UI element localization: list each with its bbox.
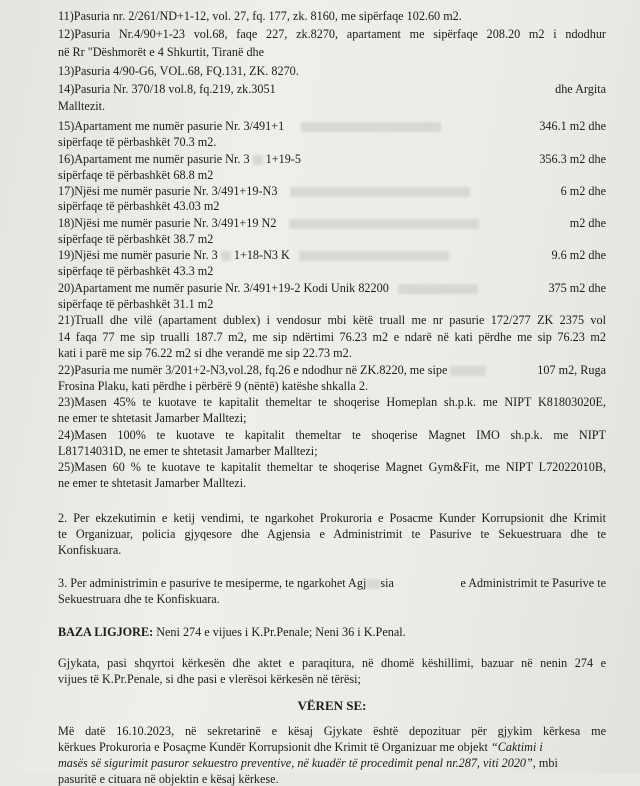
- item-15-text-left: 15)Apartament me numër pasurie Nr. 3/491+1: [58, 119, 285, 133]
- item-24-text-2: L81714031D, ne emer te shtetasit Jamarber Malltezi;: [58, 444, 318, 458]
- item-19-text-right: 9.6 m2 dhe: [551, 248, 606, 262]
- finding-text-4: pasuritë e cituara në objektin e kësaj kërkese.: [58, 772, 279, 786]
- item-15-text-right: 346.1 m2 dhe: [539, 119, 606, 133]
- item-21-text-1: 21)Truall dhe vilë (apartament dublex) i vendosur mbi këtë truall me nr pasurie 172/277 ZK 2375 vol: [58, 313, 606, 327]
- redaction-mark: [253, 155, 263, 165]
- item-23-line2: [58, 411, 606, 425]
- item-19-text-left: 19)Njësi me numër pasurie Nr. 3: [58, 248, 218, 262]
- item-22-text-left: 22)Pasuria me numër 3/201+2-N3,vol.28, fq.26 e ndodhur në ZK.8220, me sipe: [58, 363, 448, 377]
- item-18-text-right: m2 dhe: [569, 216, 606, 230]
- finding-text-2: kërkues Prokuroria e Posaçme Kundër Korrupsionit dhe Krimit të Organizuar me objekt: [58, 740, 488, 754]
- item-12-line1: [58, 27, 606, 41]
- item-19-text-2: sipërfaqe të përbashkët 43.3 m2: [58, 264, 214, 278]
- item-25-line2: [58, 476, 606, 490]
- redaction-mark: [450, 366, 486, 376]
- paragraph-2-line2: [58, 527, 606, 541]
- finding-line4: [58, 772, 606, 786]
- item-12-line2: [58, 45, 606, 59]
- paragraph-2-text-2: te Organizuar, policia gjyqesore dhe Agjensia e Administrimit te Pasurive te Sekuestruara dhe te: [58, 527, 606, 541]
- finding-text-1: Më datë 16.10.2023, në sekretarinë e kësaj Gjykate është depozituar për gjykim kërkesa me: [58, 724, 606, 738]
- redaction-mark: [221, 251, 231, 261]
- legal-basis: [58, 625, 606, 639]
- court-paragraph-line2: [58, 672, 606, 686]
- item-23-text-1: 23)Masen 45% te kuotave te kapitalit themeltar te shoqerise Homeplan sh.p.k. me NIPT K81803020E,: [58, 395, 606, 409]
- item-20-line1: [58, 281, 606, 295]
- section-heading-text: VËREN SE:: [297, 698, 367, 713]
- item-13-text: 13)Pasuria 4/90-G6, VOL.68, FQ.131, ZK. 8270.: [58, 64, 299, 78]
- item-25-text-1: 25)Masen 60 % te kuotave te kapitalit themeltar te shoqerise Magnet Gym&Fit, me NIPT L72022010B,: [58, 460, 606, 474]
- item-14-text-left: 14)Pasuria Nr. 370/18 vol.8, fq.219, zk.3051: [58, 82, 276, 96]
- redaction-mark: [299, 251, 449, 261]
- finding-line3: [58, 756, 606, 770]
- item-16-text-right: 356.3 m2 dhe: [539, 152, 606, 166]
- item-21-line1: [58, 313, 606, 327]
- section-heading: [58, 699, 606, 713]
- finding-line2: [58, 740, 606, 754]
- item-16-text-mid: 1+19-5: [265, 152, 301, 166]
- item-24-line2: [58, 444, 606, 458]
- item-14-text-2: Malltezit.: [58, 99, 106, 113]
- paragraph-3-text-left: 3. Per administrimin e pasurive te mesiperme, te ngarkohet Agj: [58, 576, 367, 590]
- legal-basis-text: Neni 274 e vijues i K.Pr.Penale; Neni 36 i K.Penal.: [153, 625, 406, 639]
- finding-text-2-italic: “Caktimi i: [487, 740, 543, 754]
- paragraph-3-line1: [58, 576, 606, 590]
- item-25-line1: [58, 460, 606, 474]
- item-19-text-mid: 1+18-N3 K: [233, 248, 290, 262]
- item-12-text-1: 12)Pasuria Nr.4/90+1-23 vol.68, faqe 227, zk.8270, apartament me sipërfaqe 208.20 m2 i ndodhur: [58, 27, 606, 41]
- paragraph-2-line3: [58, 543, 606, 557]
- item-17-line1: [58, 184, 606, 198]
- redaction-mark: [398, 284, 478, 294]
- item-11: [58, 9, 606, 23]
- item-22-text-2: Frosina Plaku, kati përdhe i përbërë 9 (nëntë) katëshe shkalla 2.: [58, 379, 369, 393]
- redaction-mark: [301, 122, 441, 132]
- finding-line1: [58, 724, 606, 738]
- paragraph-2-text-1: 2. Per ekzekutimin e ketij vendimi, te ngarkohet Prokuroria e Posacme Kunder Korrupsionit dhe Krimit: [58, 511, 606, 525]
- item-16-line1: [58, 152, 606, 166]
- item-18-text-2: sipërfaqe të përbashkët 38.7 m2: [58, 232, 214, 246]
- item-20-text-left: 20)Apartament me numër pasurie Nr. 3/491+19-2 Kodi Unik 82200: [58, 281, 389, 295]
- item-20-text-2: sipërfaqe të përbashkët 31.1 m2: [58, 297, 214, 311]
- item-16-line2: [58, 168, 606, 182]
- item-21-line3: [58, 346, 606, 360]
- item-20-text-right: 375 m2 dhe: [548, 281, 606, 295]
- item-22-line1: [58, 363, 606, 377]
- item-19-line1: [58, 248, 606, 262]
- item-22-text-right: 107 m2, Ruga: [537, 363, 606, 377]
- item-25-text-2: ne emer te shtetasit Jamarber Malltezi.: [58, 476, 247, 490]
- paragraph-2-line1: [58, 511, 606, 525]
- item-22-line2: [58, 379, 606, 393]
- item-23-line1: [58, 395, 606, 409]
- item-15-line1: [58, 119, 606, 133]
- paragraph-2-text-3: Konfiskuara.: [58, 543, 122, 557]
- item-12-text-2: në Rr "Dëshmorët e 4 Shkurtit, Tiranë dhe: [58, 45, 265, 59]
- item-18-text-left: 18)Njësi me numër pasurie Nr. 3/491+19 N2: [58, 216, 277, 230]
- redaction-mark: [366, 579, 380, 589]
- item-21-text-3: kati i parë me sip 76.22 m2 si dhe verandë me sip 22.73 m2.: [58, 346, 352, 360]
- item-14-text-right: dhe Argita: [555, 82, 606, 96]
- item-11-text: 11)Pasuria nr. 2/261/ND+1-12, vol. 27, fq. 177, zk. 8160, me sipërfaqe 102.60 m2.: [58, 9, 462, 23]
- legal-basis-label: BAZA LIGJORE:: [58, 625, 154, 639]
- item-14-line1: [58, 82, 606, 96]
- item-17-text-left: 17)Njësi me numër pasurie Nr. 3/491+19-N3: [58, 184, 278, 198]
- court-paragraph-text-2: vijues të K.Pr.Penale, si dhe pasi e vlerësoi kërkesën në tërësi;: [58, 672, 361, 686]
- redaction-mark: [289, 219, 479, 229]
- item-16-text-left: 16)Apartament me numër pasurie Nr. 3: [58, 152, 250, 166]
- item-17-text-2: sipërfaqe të përbashkët 43.03 m2: [58, 199, 220, 213]
- item-21-text-2: 14 faqa 77 me sip trualli 187.7 m2, me sip ndërtimi 76.23 m2 e ndarë në kati përdhe me sip 76.23 m2: [58, 330, 606, 344]
- redaction-mark: [290, 187, 470, 197]
- item-13: [58, 64, 606, 78]
- item-15-text-2: sipërfaqe të përbashkët 70.3 m2.: [58, 135, 217, 149]
- court-paragraph-text-1: Gjykata, pasi shqyrtoi kërkesën dhe aktet e paraqitura, në dhomë këshillimi, bazuar në nenin 274 e: [58, 656, 606, 670]
- item-20-line2: [58, 297, 606, 311]
- item-24-line1: [58, 428, 606, 442]
- item-21-line2: [58, 330, 606, 344]
- finding-text-3: , mbi: [532, 756, 558, 770]
- paragraph-3-line2: [58, 592, 606, 606]
- item-24-text-1: 24)Masen 100% te kuotave te kapitalit themeltar te shoqerise Magnet IMO sh.p.k. me NIPT: [58, 428, 606, 442]
- item-15-line2: [58, 135, 606, 149]
- item-23-text-2: ne emer te shtetasit Jamarber Malltezi;: [58, 411, 247, 425]
- item-18-line2: [58, 232, 606, 246]
- item-19-line2: [58, 264, 606, 278]
- paragraph-3-text-2: Sekuestruara dhe te Konfiskuara.: [58, 592, 220, 606]
- finding-text-3-italic: masës së sigurimit pasuror sekuestro preventive, në kuadër të procedimit penal nr.287, viti 2020”: [58, 756, 533, 770]
- paragraph-3-text-mid: sia: [380, 576, 394, 590]
- paragraph-3-text-right: e Administrimit te Pasurive te: [460, 576, 606, 590]
- court-paragraph-line1: [58, 656, 606, 670]
- item-18-line1: [58, 216, 606, 230]
- item-16-text-2: sipërfaqe të përbashkët 68.8 m2: [58, 168, 214, 182]
- item-17-line2: [58, 199, 606, 213]
- item-17-text-right: 6 m2 dhe: [560, 184, 606, 198]
- item-14-line2: [58, 99, 606, 113]
